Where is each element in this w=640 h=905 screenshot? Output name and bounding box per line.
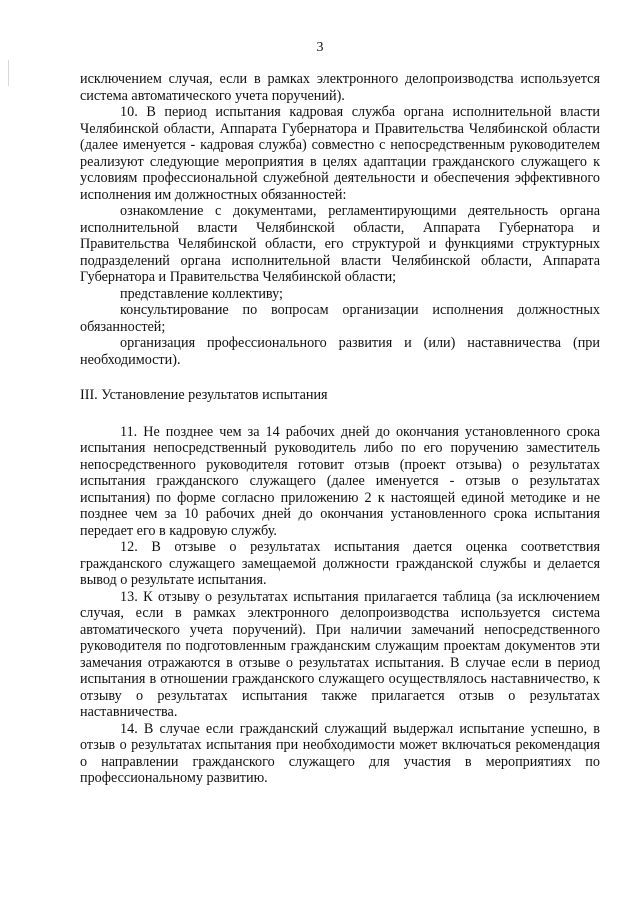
document-body [80, 71, 600, 787]
paragraph-10-item-consulting: консультирование по вопросам организации исполнения должностных обязанностей; [80, 302, 600, 335]
paragraph-10: 10. В период испытания кадровая служба органа исполнительной власти Челябинской области, Аппарата Губернатора и Правительства Челябинской области (далее именуется - кадровая служба) совместно с непосредственным руководителем реализуют следующие мероприятия в целях адаптации гражданского служащего к условиям профессиональной служебной деятельности и обеспечения эффективного исполнения им должностных обязанностей: [80, 104, 600, 203]
paragraph-12: 12. В отзыве о результатах испытания дается оценка соответствия гражданского служащего замещаемой должности гражданской службы и делается вывод о результате испытания. [80, 539, 600, 588]
paragraph-10-item-documents: ознакомление с документами, регламентирующими деятельность органа исполнительной власти Челябинской области, Аппарата Губернатора и Правительства Челябинской области, его структурой и функциями структурных подразделений органа исполнительной власти Челябинской области, Аппарата Губернатора и Правительства Челябинской области; [80, 203, 600, 285]
paragraph-10-item-introduction: представление коллективу; [120, 285, 283, 302]
paragraph-10-item-development: организация профессионального развития и (или) наставничества (при необходимости). [80, 335, 600, 368]
scan-margin-mark [8, 60, 9, 86]
paragraph-11: 11. Не позднее чем за 14 рабочих дней до окончания установленного срока испытания непосредственный руководитель либо по его поручению заместитель непосредственного руководителя готовит отзыв (проект отзыва) о результатах испытания гражданского служащего (далее именуется - отзыв о результатах испытания) по форме согласно приложению 2 к настоящей единой методике и не позднее чем за 10 рабочих дней до окончания установленного срока испытания передает его в кадровую службу. [80, 423, 600, 539]
page-number: 3 [316, 40, 324, 55]
paragraph-14: 14. В случае если гражданский служащий выдержал испытание успешно, в отзыв о результатах испытания при необходимости может включаться рекомендация о направлении гражданского служащего для участия в мероприятиях по профессиональному развитию. [80, 720, 600, 786]
section-heading: III. Установление результатов испытания [80, 387, 328, 403]
paragraph-13: 13. К отзыву о результатах испытания прилагается таблица (за исключением случая, если в рамках электронного делопроизводства используется система автоматического учета поручений). При наличии замечаний непосредственного руководителя по подготовленным гражданским служащим проектам документов эти замечания отражаются в отзыве о результатах испытания. В случае если в период испытания в отношении гражданского служащего осуществлялось наставничество, к отзыву о результатах испытания также прилагается отзыв о результатах наставничества. [80, 588, 600, 720]
paragraph-continuation: исключением случая, если в рамках электронного делопроизводства используется система автоматического учета поручений). [80, 71, 600, 104]
